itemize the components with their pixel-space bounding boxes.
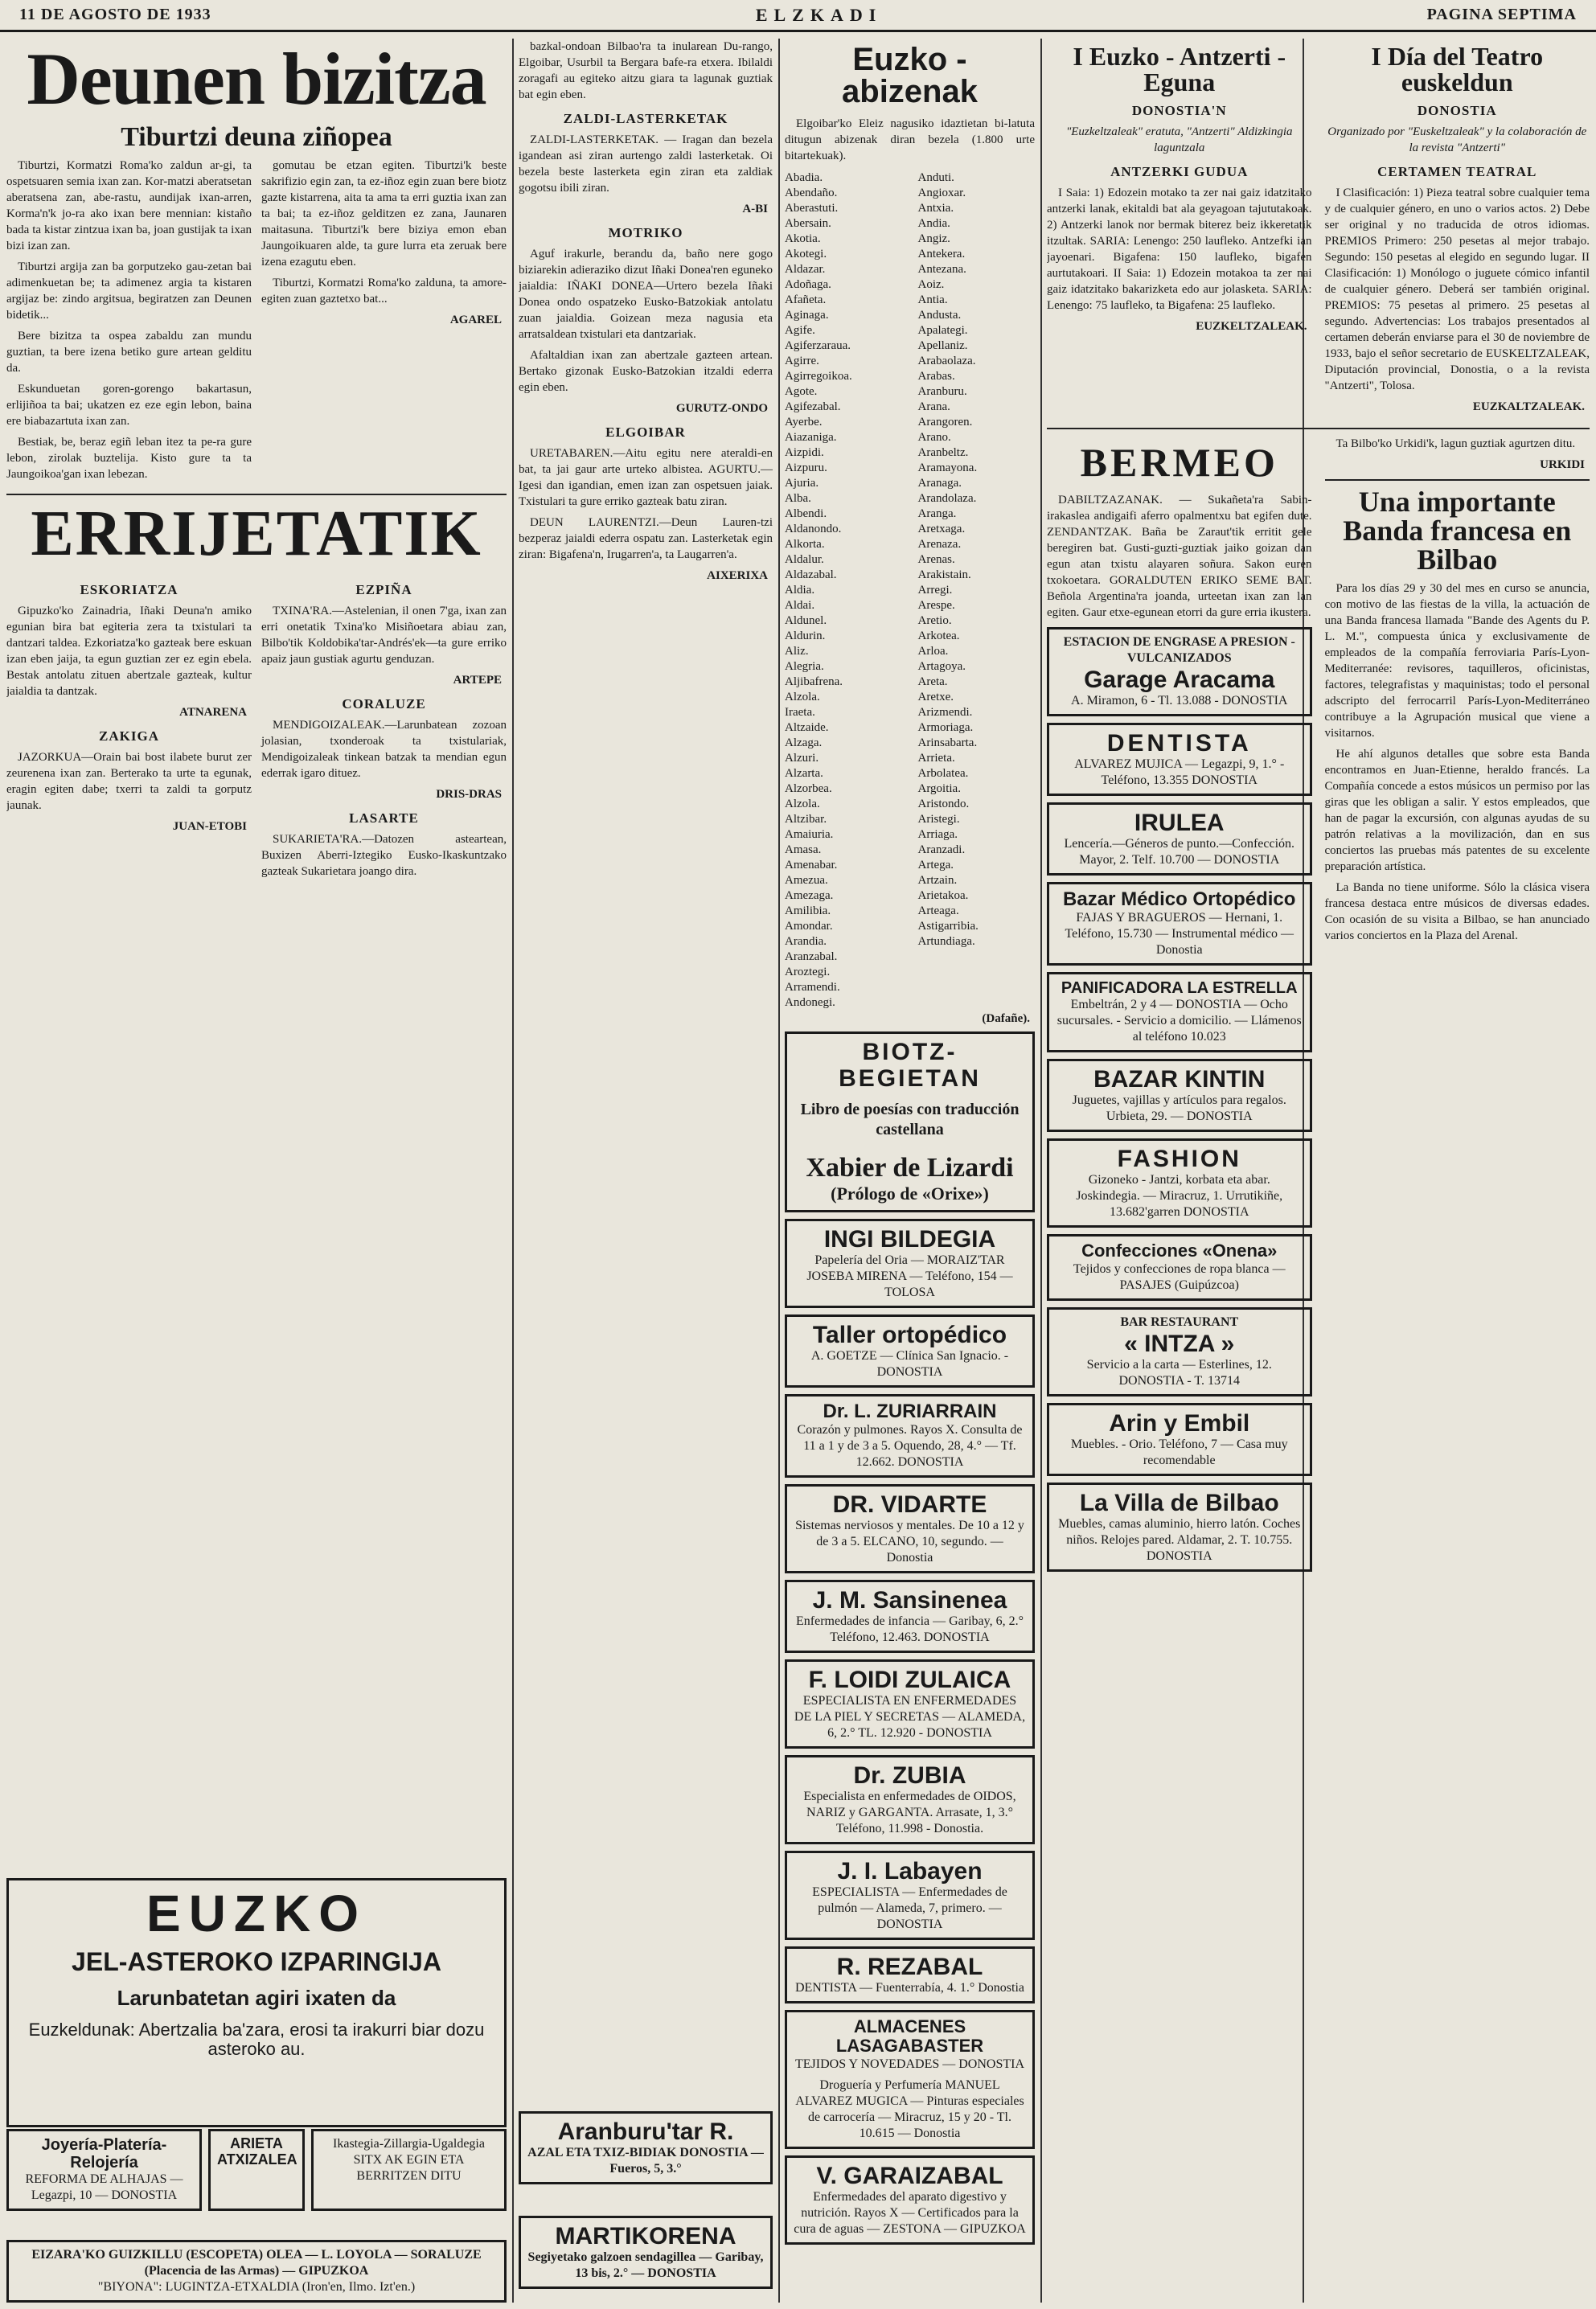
ad-taller-ortopedico: [785, 1314, 1035, 1388]
surname-item: Arteaga.: [917, 904, 959, 917]
surname-item: Arabaolaza.: [917, 355, 976, 367]
ad-garage-aracama: [1047, 627, 1312, 716]
section-heading: EZPIÑA: [355, 582, 412, 597]
surname-item: Aranzadi.: [917, 843, 966, 856]
surname-item: Antekera.: [917, 248, 966, 260]
surname-item: Aroztegi.: [785, 966, 831, 978]
surname-column-a: [785, 170, 902, 1011]
surname-item: Aljibafrena.: [785, 675, 843, 688]
ad-arieta-logo: [208, 2129, 305, 2211]
ad-bazar-kintin: [1047, 1059, 1312, 1132]
surname-item: Amasa.: [785, 843, 822, 856]
byline: DRIS-DRAS: [436, 788, 502, 801]
surname-item: Artagoya.: [917, 660, 966, 673]
ad-title: Garage Aracama: [1084, 666, 1275, 693]
ad-title: « INTZA »: [1124, 1330, 1235, 1357]
ad-text: Euzkeldunak: Abertzalia ba'zara, erosi ta irakurri biar dozu asteroko au.: [28, 2020, 485, 2060]
ad-lasagabaster: [785, 2010, 1035, 2148]
ad-zuriarrain: [785, 1394, 1035, 1478]
ad-text: Enfermedades del aparato digestivo y nutrición. Rayos X — Certificados para la cura de aguas — ZESTONA — GIPUZKOA: [794, 2189, 1026, 2236]
surname-item: Arregi.: [917, 584, 953, 597]
ad-text: Libro de poesías con traducción castellana: [800, 1101, 1020, 1138]
paragraph: Tiburtzi, Kormatzi Roma'ko zaldun ar-gi, ta ospetsuaren semia ixan zan. Kor-matzi aberatsetan aberatsena zan, abe-rastu, aundijak ixan-arren, Korma'n'k jo-ra ako ixan bere mennian: kistaño bada ta kistar zintzua ixan ba, joan gustijak ta ixan bizi izan zan.: [6, 159, 252, 252]
ad-zubia: [785, 1755, 1035, 1844]
surname-item: Agifezabal.: [785, 400, 841, 413]
ad-labayen: [785, 1851, 1035, 1940]
paragraph: Afaltaldian ixan zan abertzale gazteen artean. Bertako gizonak Eusko-Batzokian itzaldi ederra egin eben.: [519, 349, 773, 394]
ad-text: DENTISTA — Fuenterrabía, 4. 1.° Donostia: [794, 1981, 1025, 1995]
surname-item: Arano.: [917, 431, 951, 444]
headline-bermeo: BERMEO: [1080, 440, 1278, 485]
ad-text: Especialista en enfermedades de OIDOS, NARIZ y GARGANTA. Arrasate, 1, 3.° Teléfono, 11.998 - Donostia.: [803, 1790, 1016, 1836]
ad-title: J. M. Sansinenea: [812, 1587, 1007, 1614]
surname-item: Arangoren.: [917, 416, 973, 429]
paragraph: DABILTZAZANAK. — Sukañeta'ra Sabin-irakaslea andigaifi aferro opalmentxu bat egifen dute. ZENDANTZAK. Baña be Zaraut'tik erritit gele beregiren bat. Gusti-guzti-guztiak jaiko goizan dan egun atan txistu alayaren soñura. Sakon euren txokoetara. GORALDUTEN ERIKO SEME BAT. Beñola Argentina'ra joanda, urteetan ixan zan lan egiten. Gaur etxe-egunean etorri da gure erria ikustera.: [1047, 494, 1312, 619]
ad-joyeria: [6, 2129, 202, 2211]
paragraph: Tiburtzi argija zan ba gorputzeko gau-zetan bai adimenkuetan be; ta adimenez argia ta kistaren argijaz be: zindo argitsua, begiratzen zan Deunen bidetik...: [6, 260, 252, 322]
paragraph: Aguf irakurle, berandu da, baño nere gogo biziarekin adieraziko dizut Iñaki Donea'ren eguneko jaialdia: IÑAKI DONEA—Urtero bezela Iñaki Donea ondo ospatzeko Eusko-Batzokiak antolatu zuan jaialdia. Goizean meza nagusia eta arratsaldean txistulari eta dantzariak.: [519, 248, 773, 341]
headline-deunen: Deunen bizitza: [27, 39, 486, 120]
paragraph: Bere bizitza ta ospea zabaldu zan mundu guztian, ta bere izena betiko gure artean gelditu da.: [6, 330, 252, 375]
surname-item: Arenaza.: [917, 538, 962, 551]
section-heading: ESKORIATZA: [80, 582, 178, 597]
surname-item: Aretio.: [917, 614, 952, 627]
ad-subtitle: JEL-ASTEROKO IZPARINGIJA: [72, 1947, 441, 1977]
surname-item: Armoriaga.: [917, 721, 974, 734]
ad-text: Enfermedades de infancia — Garibay, 6, 2.° Teléfono, 12.463. DONOSTIA: [795, 1614, 1024, 1645]
ad-text: ALVAREZ MUJICA — Legazpi, 9, 1.° - Teléfono, 13.355 DONOSTIA: [1074, 757, 1285, 787]
byline: EUZKALTZALEAK.: [1472, 400, 1585, 413]
paragraph: TXINA'RA.—Astelenian, il onen 7'ga, ixan zan erri onetatik Txina'ko Misiñoetara abiau zan, Bilbo'tik Koldobika'tar-Andrés'ek—ta gure erriko apaiz jaun gustiak agurtu genduzan.: [261, 605, 507, 666]
surname-item: Aiazaniga.: [785, 431, 837, 444]
ad-text: BAR RESTAURANT: [1120, 1314, 1239, 1329]
ad-row: [6, 2129, 507, 2211]
surname-item: Arkotea.: [917, 630, 960, 642]
ads-stack: [785, 1031, 1035, 2251]
ad-title: MARTIKORENA: [555, 2223, 736, 2250]
surname-item: Amezaga.: [785, 889, 834, 902]
ad-euzko: [6, 1878, 507, 2127]
ad-text: Servicio a la carta — Esterlines, 12. DONOSTIA - T. 13714: [1086, 1357, 1272, 1388]
section-heading: ZAKIGA: [99, 728, 159, 744]
ad-text: Larunbatetan agiri ixaten da: [117, 1985, 396, 2010]
surname-item: Amenabar.: [785, 859, 838, 872]
surname-item: Arespe.: [917, 599, 955, 612]
section-heading: CERTAMEN TEATRAL: [1377, 164, 1537, 179]
surname-item: Aranbeltz.: [917, 446, 969, 459]
surname-item: Akotia.: [785, 232, 821, 245]
ad-dentista: [1047, 723, 1312, 796]
section-heading: ZALDI-LASTERKETAK: [563, 111, 728, 126]
ad-title: J. I. Labayen: [837, 1858, 983, 1885]
byline: AIXERIXA: [707, 569, 768, 582]
paragraph: SUKARIETA'RA.—Datozen asteartean, Buxizen Aberri-Iztegiko Eusko-Ikaskuntzako gazteak Sukarietara joango dira.: [261, 833, 507, 878]
surname-item: Anduti.: [917, 171, 954, 184]
surname-item: Arrieta.: [917, 752, 955, 765]
surname-item: Apalategi.: [917, 324, 968, 337]
ad-text: ESTACION DE ENGRASE A PRESION - VULCANIZADOS: [1063, 635, 1295, 665]
surname-item: Iraeta.: [785, 706, 815, 719]
ad-text: REFORMA DE ALHAJAS — Legazpi, 10 — DONOSTIA: [25, 2172, 183, 2202]
paragraph: gomutau be etzan egiten. Tiburtzi'k beste sakrifizio egin zan, ta ez-iñoz egin zuan bere biotz gazte kistarrena, aita ta ama ta erri guztia ixan zan ta bai; ta ez-iñoz gelditzen ez zana, Jaunaren maitasuna. Tiburtzi'k bere biziya emon eban Jaungoikuaren alde, ta gure lurra eta zeruak bere izena ezagutu eben.: [261, 159, 507, 269]
surname-item: Arinsabarta.: [917, 736, 978, 749]
column-right: [1047, 39, 1590, 2303]
ad-text: Muebles. - Orio. Teléfono, 7 — Casa muy recomendable: [1070, 1437, 1288, 1467]
byline: URKIDI: [1540, 458, 1585, 471]
headline-banda: Una importante Banda francesa en Bilbao: [1343, 486, 1572, 576]
ad-text: Segiyetako galzoen sendagillea — Garibay, 13 bis, 2.° — DONOSTIA: [527, 2250, 764, 2280]
paragraph: Gipuzko'ko Zainadria, Iñaki Deuna'n amiko egunian bira bat egiteria zera ta txistulari ta dantzari taldea. Ezkoriatza'ko gazteak bere eskuan izan eben jaija, ta egun guztian zer ez egin ebela. Bestak antolatu zituen abertzale gazteak, kultur jaialdia ta dantzak.: [6, 605, 252, 698]
column-rule: [1040, 39, 1042, 2303]
surname-item: Arakistain.: [917, 568, 971, 581]
surname-item: Aliz.: [785, 645, 809, 658]
surname-item: Arbolatea.: [917, 767, 969, 780]
surname-item: Altzibar.: [785, 813, 827, 826]
surname-item: Aranaga.: [917, 477, 962, 490]
headline-abizenak: Euzko - abizenak: [842, 42, 978, 109]
surname-item: Aldunel.: [785, 614, 827, 627]
ad-title: DENTISTA: [1106, 730, 1252, 757]
ad-text: EIZARA'KO GUIZKILLU (ESCOPETA) OLEA — L. LOYOLA — SORALUZE (Placencia de las Armas) — GIPUZKOA: [31, 2248, 482, 2278]
surname-item: Alzola.: [785, 691, 820, 703]
surname-item: Alkorta.: [785, 538, 825, 551]
surname-item: Alzorbea.: [785, 782, 832, 795]
paragraph: La Banda no tiene uniforme. Sólo la clásica visera francesa destaca entre músicos de diversas edades. Con ocasión de su visita a Bilbao, se han anunciado varios conciertos en la Plaza del Arenal.: [1324, 881, 1590, 942]
ad-text: ESPECIALISTA EN ENFERMEDADES DE LA PIEL Y SECRETAS — ALAMEDA, 6, 2.° TL. 12.920 - DONOSTIA: [794, 1694, 1026, 1741]
paragraph: Elgoibar'ko Eleiz nagusiko idaztietan bi-latuta ditugun abizenak diran bezela (1.800 urte bitartekuak).: [785, 117, 1035, 162]
surname-item: Ayerbe.: [785, 416, 823, 429]
ad-rezabal: [785, 1946, 1035, 2003]
surname-list: [785, 170, 1035, 1011]
surname-item: Agirre.: [785, 355, 819, 367]
ad-text: Tejidos y confecciones de ropa blanca — PASAJES (Guipúzcoa): [1073, 1261, 1286, 1292]
column-abizenak: [785, 39, 1035, 2303]
ad-intza: [1047, 1307, 1312, 1396]
ad-title: Taller ortopédico: [812, 1321, 1007, 1348]
paragraph: JAZORKUA—Orain bai bost ilabete burut zer zeurenena ixan zan. Berterako ta urte ta egunak, eragin egiten dabe; txerri ta zaldi ta gorputz jaunak.: [6, 751, 252, 812]
ad-text: Xabier de Lizardi: [806, 1153, 1014, 1183]
surname-item: Aldazabal.: [785, 568, 837, 581]
ad-irulea: [1047, 802, 1312, 876]
surname-item: Arramendi.: [785, 981, 840, 994]
ad-title: DR. VIDARTE: [832, 1491, 987, 1519]
errijetatik-section: [6, 574, 507, 884]
surname-item: Antxia.: [917, 202, 954, 215]
article-title-tiburtzi: Tiburtzi deuna ziñopea: [121, 122, 392, 152]
surname-item: Amilibia.: [785, 904, 831, 917]
surname-item: Aretxaga.: [917, 523, 966, 535]
surname-item: Aranburu.: [917, 385, 967, 398]
byline: ARTEPE: [453, 674, 502, 687]
surname-item: Arizmendi.: [917, 706, 973, 719]
surname-item: Andusta.: [917, 309, 962, 322]
ad-title: INGI BILDEGIA: [823, 1225, 996, 1253]
surname-item: Agote.: [785, 385, 818, 398]
ad-text: TEJIDOS Y NOVEDADES — DONOSTIA: [794, 2057, 1025, 2071]
surname-item: Andonegi.: [785, 996, 835, 1009]
surname-column-b: [918, 170, 1036, 1011]
ad-title: ARIETA ATXIZALEA: [217, 2135, 297, 2168]
surname-item: Alzola.: [785, 798, 820, 810]
surname-item: Andia.: [917, 217, 950, 230]
ad-text: Juguetes, vajillas y artículos para regalos. Urbieta, 29. — DONOSTIA: [1072, 1093, 1286, 1124]
surname-item: Arietakoa.: [917, 889, 969, 902]
ad-text: Gizoneko - Jantzi, korbata eta abar. Joskindegia. — Miracruz, 1. Urrutikiñe, 13.682'garren DONOSTIA: [1076, 1173, 1283, 1220]
headline-errijetatik: ERRIJETATIK: [31, 498, 482, 569]
byline: JUAN-ETOBI: [172, 820, 247, 833]
paragraph: Tiburtzi, Kormatzi Roma'ko zalduna, ta amore-egiten zuan gaztetxo bat...: [261, 277, 507, 306]
surname-item: Arana.: [917, 400, 950, 413]
ad-title: R. REZABAL: [836, 1954, 983, 1981]
surname-item: Arabas.: [917, 370, 955, 383]
surname-item: Artzain.: [917, 874, 958, 887]
surname-item: Angiz.: [917, 232, 950, 245]
divider: [1047, 428, 1590, 429]
ad-text: Corazón y pulmones. Rayos X. Consulta de 11 a 1 y de 3 a 5. Oquendo, 28, 4.° — Tf. 12.662. DONOSTIA: [797, 1423, 1023, 1470]
surname-item: Afañeta.: [785, 293, 827, 306]
ad-text: Embeltrán, 2 y 4 — DONOSTIA — Ocho sucursales. - Servicio a domicilio. — Llámenos al teléfono 10.023: [1056, 998, 1302, 1044]
ads-stack-right: [1047, 436, 1312, 1578]
ad-text: (Prólogo de «Orixe»): [831, 1183, 989, 1204]
column-center: [519, 39, 773, 2303]
surname-item: Arandia.: [785, 935, 827, 948]
surname-item: Artundiaga.: [917, 935, 975, 948]
ad-text: Sistemas nerviosos y mentales. De 10 a 12 y de 3 a 5. ELCANO, 10, segundo. — Donostia: [795, 1519, 1024, 1565]
ad-martikorena: [519, 2216, 773, 2289]
surname-item: Adoñaga.: [785, 278, 831, 291]
issue-date: 11 DE AGOSTO DE 1933: [19, 6, 211, 23]
surname-item: Aldai.: [785, 599, 815, 612]
surname-item: Aizpuru.: [785, 461, 827, 474]
ad-title: Dr. L. ZURIARRAIN: [823, 1400, 997, 1422]
byline: A-BI: [742, 203, 768, 215]
ad-villa-bilbao: [1047, 1483, 1312, 1572]
ad-title: EUZKO: [146, 1885, 367, 1942]
paragraph: Bestiak, be, beraz egiñ leban itez ta pe-ra gure lebon, zirolak buztelija. Kisto gure ta ta Jaungoikoa'gan ixan lebezan.: [6, 436, 252, 481]
surname-item: Abersain.: [785, 217, 831, 230]
ad-title: V. GARAIZABAL: [816, 2162, 1003, 2189]
section-heading: LASARTE: [349, 810, 419, 826]
surname-item: Areta.: [917, 675, 948, 688]
surname-item: Aizpidi.: [785, 446, 824, 459]
ad-loidi: [785, 1659, 1035, 1749]
surname-item: Aldalur.: [785, 553, 824, 566]
column-rule: [778, 39, 780, 2303]
ad-title: PANIFICADORA LA ESTRELLA: [1061, 979, 1298, 998]
surname-item: Astigarribia.: [917, 920, 979, 933]
ad-fashion: [1047, 1138, 1312, 1228]
section-heading: ANTZERKI GUDUA: [1110, 164, 1249, 179]
surname-item: Abendaño.: [785, 187, 838, 199]
paragraph: DEUN LAURENTZI.—Deun Lauren-tzi bezperaz jaialdi ederra ospatu zan. Lasterketak egin ziran: Bigafena'n, Irugarren'a, ta Laugarren'a.: [519, 516, 773, 561]
competition-notices: [1047, 39, 1590, 421]
ad-panificadora: [1047, 972, 1312, 1052]
surname-item: Altzaide.: [785, 721, 829, 734]
surname-item: Alzarta.: [785, 767, 823, 780]
ad-arieta: [311, 2129, 507, 2211]
ad-text: Ikastegia-Zillargia-Ugaldegia SITX AK EGIN ETA BERRITZEN DITU: [333, 2137, 485, 2183]
ad-text: FAJAS Y BRAGUEROS — Hernani, 1. Teléfono, 15.730 — Instrumental médico — Donostia: [1065, 911, 1294, 958]
ad-title: BIOTZ-BEGIETAN: [839, 1039, 981, 1092]
headline-teatro: I Día del Teatro euskeldun: [1371, 42, 1544, 96]
ad-title: Arin y Embil: [1109, 1409, 1250, 1437]
surname-item: Albendi.: [785, 507, 827, 520]
ad-title: Aranburu'tar R.: [557, 2118, 734, 2145]
paragraph: Para los días 29 y 30 del mes en curso se anuncia, con motivo de las fiestas de la villa, la actuación de una Banda francesa llamada "Bande des Agents du P. L. M.", compuesta única y exclusivamente de empleados de la compañía ferroviaria París-Lyon-Mediterranée: revisores, taquilleros, oficinistas, factores, telegrafistas y maquinistas; todo el personal adscripto del ferrocarril París-Lyon-Mediterráneo contribuye a la Agrupación musical que viene a visitarnos.: [1324, 582, 1590, 740]
ad-title: Dr. ZUBIA: [853, 1762, 966, 1790]
article-banda: [1325, 436, 1590, 1578]
place: DONOSTIA'N: [1131, 103, 1227, 118]
ad-title: FASHION: [1117, 1146, 1241, 1173]
surname-item: Apellaniz.: [917, 339, 968, 352]
surname-item: Aldazar.: [785, 263, 826, 276]
surname-item: Aranzabal.: [785, 950, 838, 963]
surname-item: Aranga.: [917, 507, 957, 520]
teatro-notice: [1325, 39, 1590, 421]
ad-text: Lencería.—Géneros de punto.—Confección. Mayor, 2. Telf. 10.700 — DONOSTIA: [1064, 837, 1295, 867]
place: DONOSTIA: [1417, 103, 1497, 118]
surname-item: Arenas.: [917, 553, 955, 566]
ad-garaizabal: [785, 2155, 1035, 2245]
surname-item: Amaiuria.: [785, 828, 834, 841]
surname-item: Alzaga.: [785, 736, 823, 749]
surname-item: Alzuri.: [785, 752, 819, 765]
paragraph: Ta Bilbo'ko Urkidi'k, lagun guztiak agurtzen ditu.: [1335, 437, 1576, 450]
surname-item: Ajuria.: [785, 477, 819, 490]
surname-item: Abadia.: [785, 171, 823, 184]
ad-title: F. LOIDI ZULAICA: [808, 1667, 1011, 1694]
surname-item: Argoitia.: [917, 782, 961, 795]
surname-item: Arloa.: [917, 645, 949, 658]
surname-item: Agirregoikoa.: [785, 370, 852, 383]
ad-arin-embil: [1047, 1403, 1312, 1476]
ad-olea: [6, 2240, 507, 2303]
byline: EUZKELTZALEAK.: [1196, 320, 1307, 333]
ad-text: Papelería del Oria — MORAIZ'TAR JOSEBA MIRENA — Teléfono, 154 — TOLOSA: [806, 1253, 1013, 1299]
byline: ATNARENA: [179, 706, 247, 719]
paragraph: I Saia: 1) Edozein motako ta zer nai gaiz idatzitako antzerki lanak, ekitaldi bat ala geyagoan tajututakoak. 2) Antzerki lanok nor bermak biterez beiz ikkeretatik itzultak. SARIA: Lenengo: 250 laufleko. Antzefki ian jayoenari. Bigafena: 150 laufleko, bigafen aurtutakoari. II Saia: 1) Edozein motakoa ta zer nai gaiz idatzitako bakarizketa edo aur jolasketa. SARIA: Lenengo: 75 laufleko, ta Bigafena: 25 laufleko.: [1047, 187, 1312, 312]
surname-item: Antia.: [917, 293, 948, 306]
article-tiburtzi: [6, 158, 507, 487]
ad-text: ESPECIALISTA — Enfermedades de pulmón — Alameda, 7, primero. — DONOSTIA: [812, 1885, 1007, 1932]
ad-title: Joyería-Platería-Relojería: [41, 2136, 167, 2172]
masthead: [0, 0, 1596, 32]
surname-item: Angioxar.: [917, 187, 966, 199]
surname-item: Agife.: [785, 324, 815, 337]
section-heading: MOTRIKO: [608, 225, 683, 240]
organizer: Organizado por "Euskeltzaleak" y la colaboración de la revista "Antzerti": [1327, 125, 1587, 154]
ad-text: "BIYONA": LUGINTZA-ETXALDIA (Iron'en, Ilmo. Izt'en.): [97, 2280, 416, 2294]
byline: AGAREL: [449, 314, 502, 326]
organizer: "Euzkeltzaleak" eratuta, "Antzerti" Aldizkingia laguntzala: [1065, 125, 1293, 154]
surname-item: Arriaga.: [917, 828, 958, 841]
surname-item: Alegria.: [785, 660, 824, 673]
surname-item: Alba.: [785, 492, 811, 505]
surname-item: Aristegi.: [917, 813, 960, 826]
lower-right: [1047, 436, 1590, 1578]
byline: GURUTZ-ONDO: [675, 402, 768, 415]
surname-item: Amezua.: [785, 874, 828, 887]
ad-aranburu: [519, 2111, 773, 2184]
surname-item: Aoiz.: [917, 278, 945, 291]
surname-item: Aldanondo.: [785, 523, 842, 535]
paragraph: He ahí algunos detalles que sobre esta Banda encontramos en Juan-Etienne, heraldo francés. La Compañía concede a estos músicos un permiso por las giras que les obligan a salir. Y estos empleados, que han de pagar la excursión, con algunas ayudas de su patrón relativas a la movilización, dan en sus conciertos las pruebas más patentes de su excelente preparación artística.: [1324, 748, 1590, 873]
paragraph: ZALDI-LASTERKETAK. — Iragan dan bezela igandean asi ziran aurtengo zaldi lasterketak. Oi bezela beste lasterketa egin ziran eta zaldiak gogotsu ibili ziran.: [519, 133, 773, 195]
section-heading: CORALUZE: [342, 696, 426, 712]
ad-title: Confecciones «Onena»: [1081, 1241, 1278, 1261]
ad-text: AZAL ETA TXIZ-BIDIAK DONOSTIA — Fueros, 5, 3.°: [527, 2146, 764, 2176]
surname-item: Aginaga.: [785, 309, 829, 322]
ad-text: Droguería y Perfumería MANUEL ALVAREZ MUGICA — Pinturas especiales de carrocería — Miracruz, 15 y 20 - Tl. 10.615 — Donostia: [795, 2077, 1024, 2140]
surname-item: Amondar.: [785, 920, 833, 933]
paragraph: Eskunduetan goren-gorengo bakartasun, erlijiñoa ta bai; ukatzen ez eze egin lebon, baina ere biabazartuta ixan zan.: [6, 383, 252, 428]
ad-vidarte: [785, 1484, 1035, 1573]
surname-item: Akotegi.: [785, 248, 827, 260]
column-rule: [512, 39, 514, 2303]
surname-item: Aldia.: [785, 584, 815, 597]
ad-title: ALMACENES LASAGABASTER: [835, 2016, 984, 2057]
byline: (Dafañe).: [982, 1012, 1030, 1025]
ad-ingi-bildegia: [785, 1219, 1035, 1308]
paragraph: I Clasificación: 1) Pieza teatral sobre cualquier tema y de cualquier género, en uno o varios actos. 2) Debe ser original y no traducida de otros idiomas. PREMIOS Primero: 250 pesetas al mejor trabajo. Segundo: 150 pesetas al elegido en segundo lugar. II Clasificación: 1) Monólogo o juguete cómico infantil de cualquier género. Deberá ser también original. PREMIOS: 75 pesetas al primero. 25 pesetas al segundo. Advertencias: Los trabajos presentados al certamen deberán enviarse para el 30 de noviembre de 1933, bajo el señor secretario de EUSKELTZALEAK, Diputación provincial, Donostia, o a la revista "Antzerti", Tolosa.: [1324, 187, 1590, 392]
surname-item: Aberastuti.: [785, 202, 839, 215]
ad-onena: [1047, 1234, 1312, 1300]
ad-biotz-begietan: [785, 1031, 1035, 1212]
paragraph: URETABAREN.—Aitu egitu nere ateraldi-en bat, ta jai gaur arte urteko albistea. AGURTU.—Igesi dan igandian, emen izan zan ospetsuen jaiak. Txistulari ta gure erriko gazteak batu ziran.: [519, 447, 773, 508]
ad-text: A. GOETZE — Clínica San Ignacio. - DONOSTIA: [810, 1348, 1009, 1379]
ad-sansinenea: [785, 1580, 1035, 1653]
paragraph: bazkal-ondoan Bilbao'ra ta inularean Du-rango, Elgoibar, Usurbil ta Bergara bafe-ra etxera. Ibilaldi zoragafi au egiteko aitzu giara ta lagunak guztiak bat egin eben.: [519, 40, 773, 101]
ad-title: IRULEA: [1134, 810, 1225, 836]
antzerti-notice: [1047, 39, 1312, 421]
surname-item: Aramayona.: [917, 461, 978, 474]
divider: [1325, 479, 1590, 481]
surname-item: Aretxe.: [917, 691, 954, 703]
surname-item: Aldurin.: [785, 630, 826, 642]
ad-title: Bazar Médico Ortopédico: [1063, 888, 1296, 910]
paragraph: MENDIGOIZALEAK.—Larunbatean zozoan jolasian, txonderoak ta txistulariak, Mendigoizaleak tinkean batzak ta mendian egun ederrak igaro dituez.: [261, 719, 507, 780]
surname-item: Aristondo.: [917, 798, 970, 810]
headline-antzerti: I Euzko - Antzerti -Eguna: [1073, 42, 1286, 96]
ad-bazar-medico: [1047, 882, 1312, 966]
divider: [6, 494, 507, 495]
section-heading: ELGOIBAR: [605, 424, 686, 440]
surname-item: Antezana.: [917, 263, 966, 276]
ad-text: Muebles, camas aluminio, hierro latón. Coches niños. Relojes pared. Aldamar, 2. T. 10.755. DONOSTIA: [1058, 1516, 1301, 1563]
column-left: [6, 39, 507, 2303]
surname-item: Agiferzaraua.: [785, 339, 851, 352]
paper-title: ELZKADI: [755, 4, 883, 25]
surname-item: Arandolaza.: [917, 492, 977, 505]
ad-text: A. Miramon, 6 - Tl. 13.088 - DONOSTIA: [1071, 694, 1288, 707]
ad-title: La Villa de Bilbao: [1079, 1489, 1279, 1516]
surname-item: Artega.: [917, 859, 954, 872]
ad-title: BAZAR KINTIN: [1093, 1066, 1266, 1093]
page-label: PAGINA SEPTIMA: [1426, 6, 1577, 23]
